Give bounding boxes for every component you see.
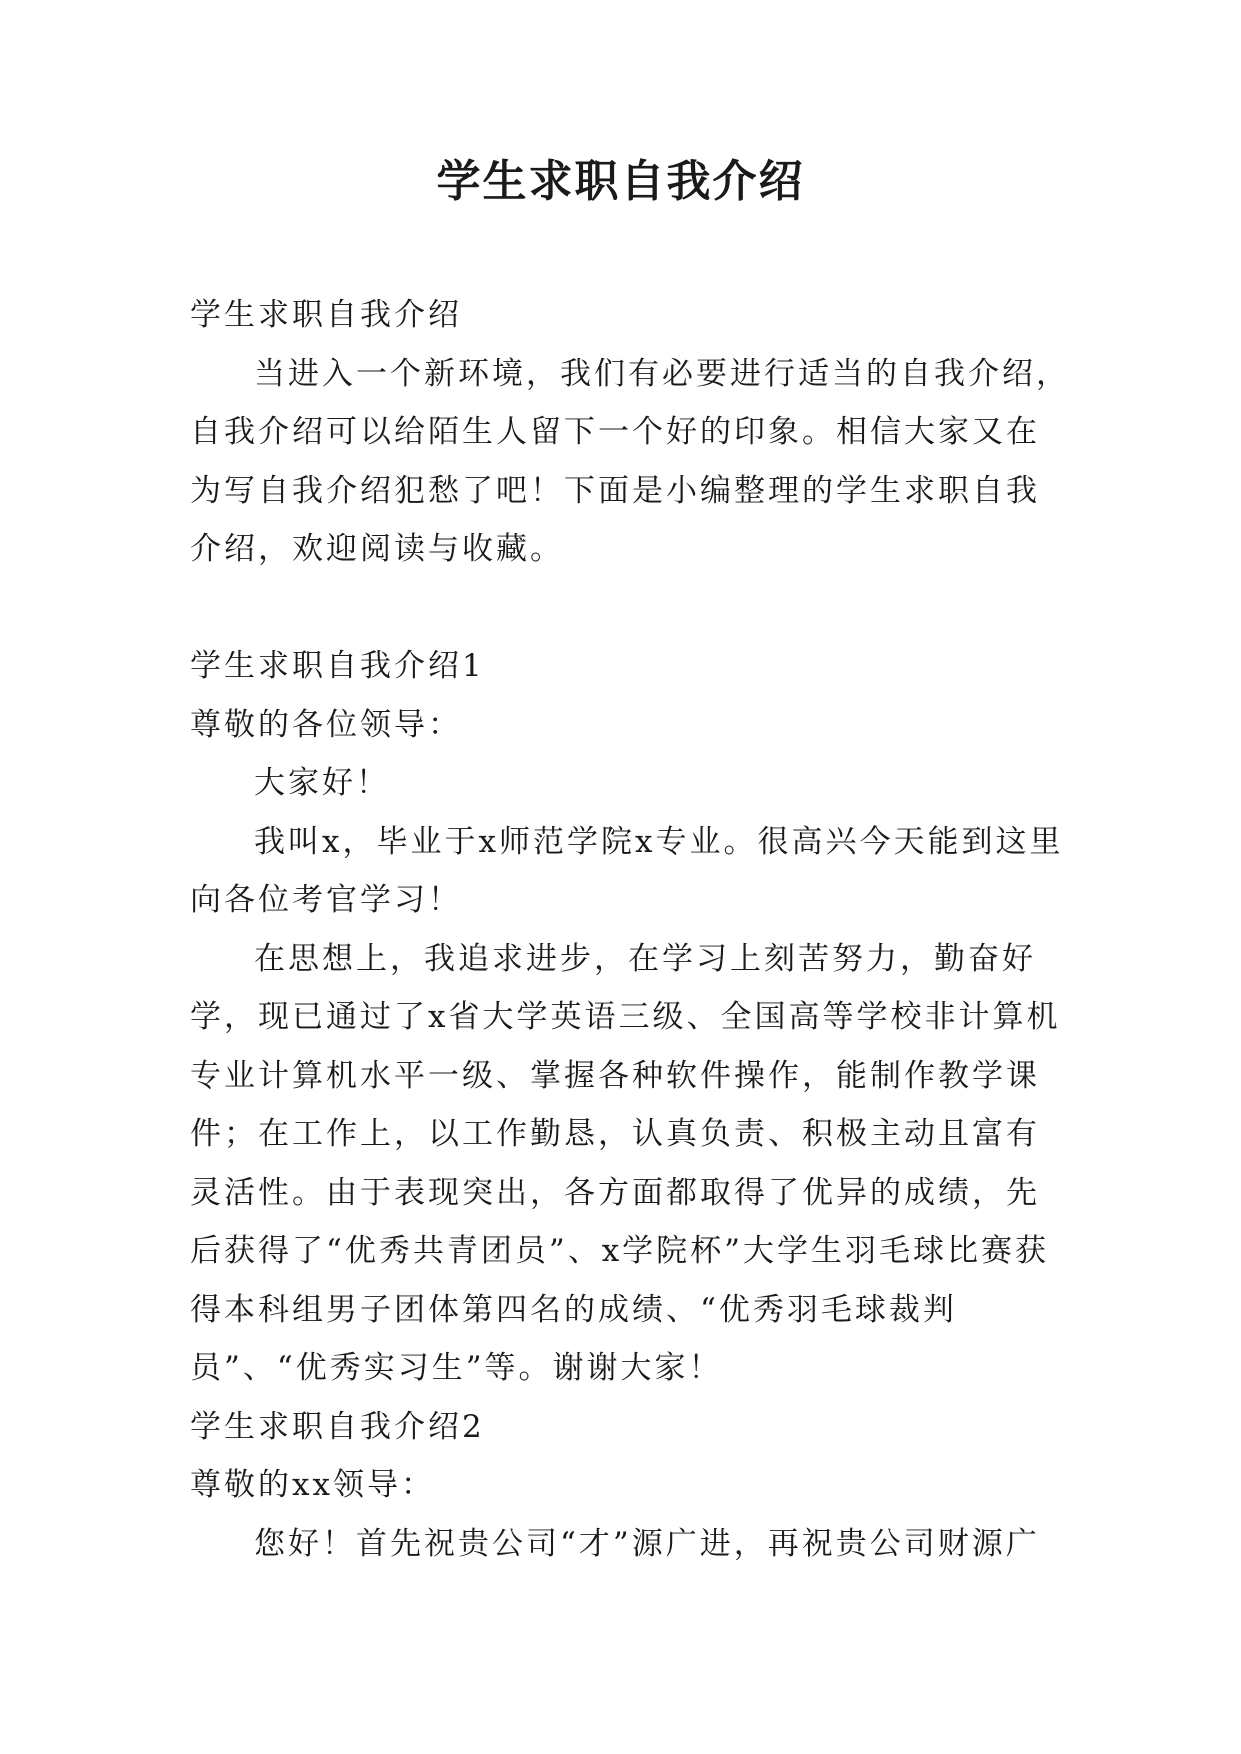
section-1-heading: 学生求职自我介绍1 <box>190 648 485 684</box>
intro-paragraph: 当进入一个新环境，我们有必要进行适当的自我介绍，自我介绍可以给陌生人留下一个好的印象。相信大家又在为写自我介绍犯愁了吧！下面是小编整理的学生求职自我介绍，欢迎阅读与收藏。 <box>190 355 1070 567</box>
paragraph-gap <box>190 579 1070 638</box>
section-2-paragraph-1: 您好！首先祝贵公司“才”源广进，再祝贵公司财源广 <box>254 1525 1040 1562</box>
section-1-paragraph-2: 在思想上，我追求进步，在学习上刻苦努力，勤奋好学，现已通过了x省大学英语三级、全国高等学校非计算机专业计算机水平一级、掌握各种软件操作，能制作教学课件；在工作上，以工作勤恳，认真负责、积极主动且富有灵活性。由于表现突出，各方面都取得了优异的成绩，先后获得了“优秀共青团员”、x学院杯”大学生羽毛球比赛获得本科组男子团体第四名的成绩、“优秀羽毛球裁判员”、“优秀实习生”等。谢谢大家！ <box>190 940 1061 1386</box>
document-title: 学生求职自我介绍 <box>436 156 805 207</box>
section-1-greeting: 大家好！ <box>254 765 390 801</box>
document-body <box>190 286 1070 1573</box>
section-1-salutation: 尊敬的各位领导： <box>190 706 462 743</box>
subtitle: 学生求职自我介绍 <box>190 297 462 333</box>
section-2-salutation: 尊敬的xx领导： <box>190 1467 435 1503</box>
section-2-heading: 学生求职自我介绍2 <box>190 1408 485 1445</box>
section-1-paragraph-1: 我叫x，毕业于x师范学院x专业。很高兴今天能到这里向各位考官学习！ <box>190 823 1064 918</box>
